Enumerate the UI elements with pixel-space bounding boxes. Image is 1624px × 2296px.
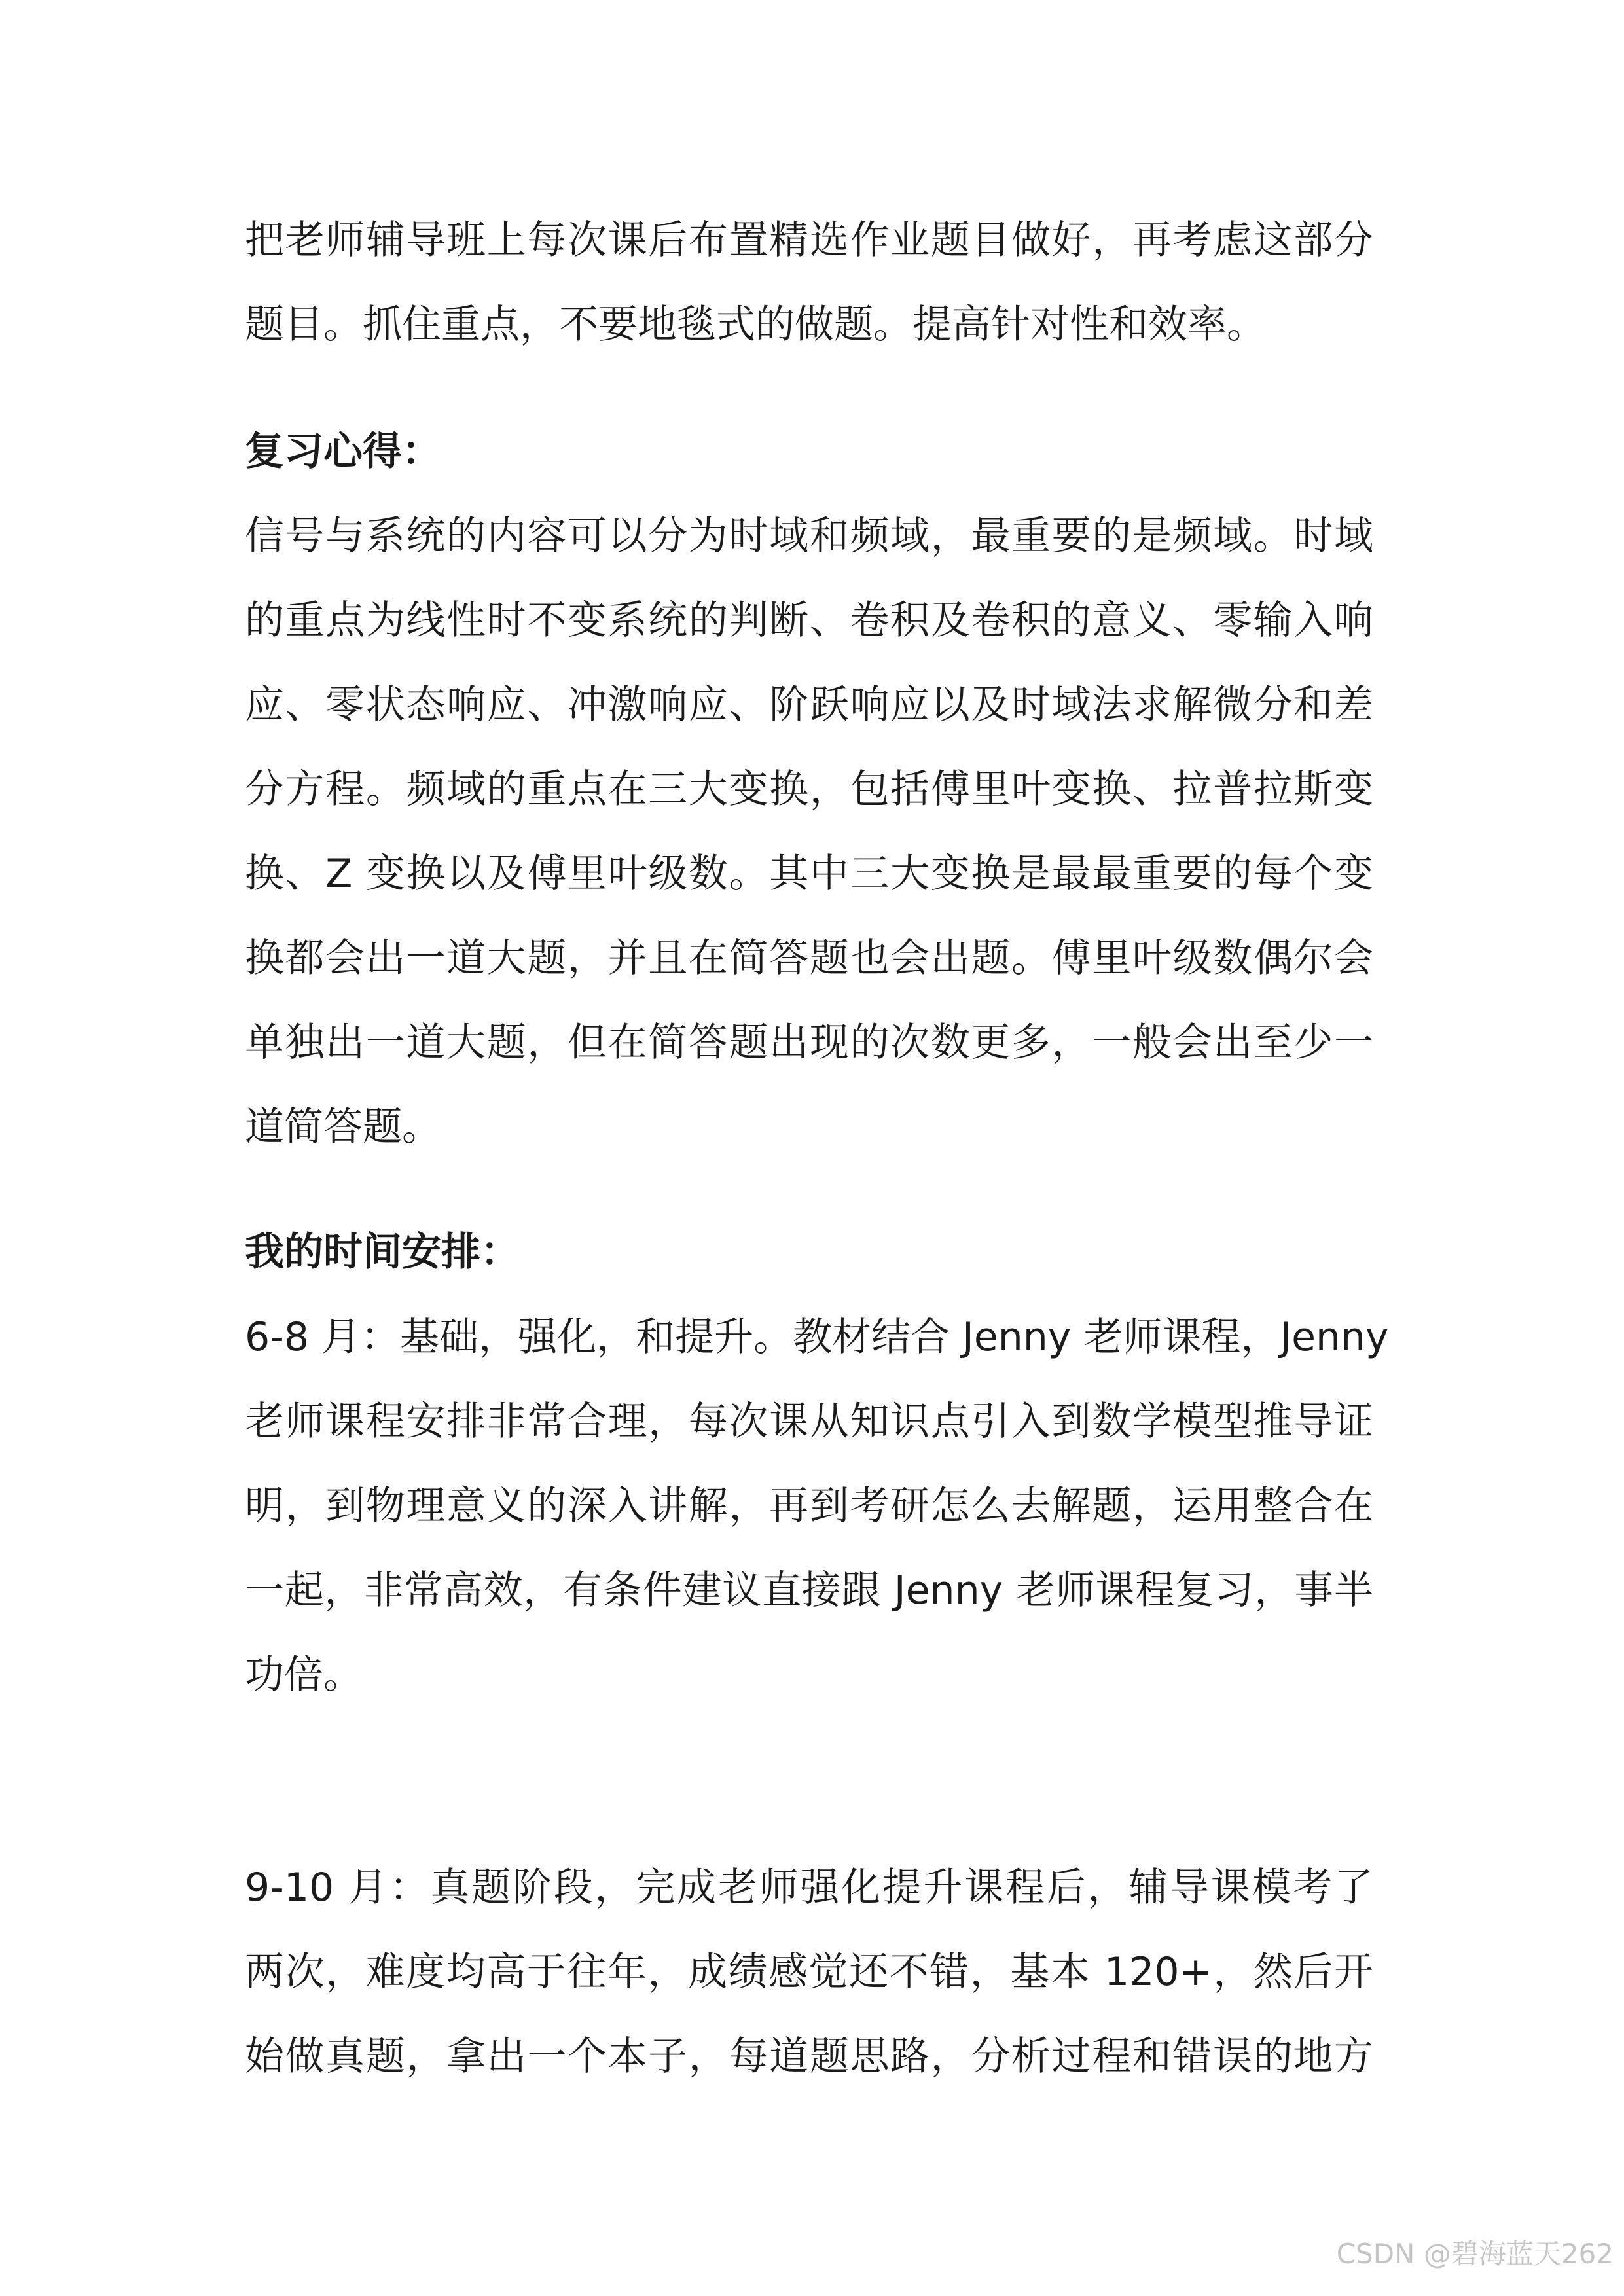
csdn-watermark: CSDN @碧海蓝天262 (1336, 2238, 1614, 2270)
intro-paragraph (245, 198, 1373, 367)
schedule-autumn-paragraph (245, 1846, 1373, 2099)
schedule-section-heading (245, 1210, 1373, 1295)
section-heading: 我的时间安排： (245, 1229, 520, 1275)
text-line: 6-8 月：基础，强化，和提升。教材结合 Jenny 老师课程，Jenny (245, 1314, 1389, 1360)
text-line: 换、Z 变换以及傅里叶级数。其中三大变换是最最重要的每个变 (245, 851, 1373, 897)
text-line: 题目。抓住重点，不要地毯式的做题。提高针对性和效率。 (245, 302, 1266, 348)
text-line: 明，到物理意义的深入讲解，再到考研怎么去解题，运用整合在 (245, 1483, 1373, 1529)
text-line: 功倍。 (245, 1652, 363, 1698)
text-line: 始做真题，拿出一个本子，每道题思路，分析过程和错误的地方 (245, 2034, 1373, 2079)
text-line: 把老师辅导班上每次课后布置精选作业题目做好，再考虑这部分 (245, 217, 1373, 263)
text-line: 换都会出一道大题，并且在简答题也会出题。傅里叶级数偶尔会 (245, 935, 1373, 981)
text-line: 应、零状态响应、冲激响应、阶跃响应以及时域法求解微分和差 (245, 682, 1373, 728)
text-line: 一起，非常高效，有条件建议直接跟 Jenny 老师课程复习，事半 (245, 1568, 1373, 1613)
review-section-heading (245, 410, 1373, 494)
text-line: 分方程。频域的重点在三大变换，包括傅里叶变换、拉普拉斯变 (245, 766, 1373, 812)
review-paragraph (245, 494, 1373, 1170)
text-line: 道简答题。 (245, 1104, 441, 1150)
text-line: 的重点为线性时不变系统的判断、卷积及卷积的意义、零输入响 (245, 598, 1373, 643)
section-heading: 复习心得： (245, 429, 441, 475)
text-line: 9-10 月：真题阶段，完成老师强化提升课程后，辅导课模考了 (245, 1865, 1373, 1910)
text-line: 老师课程安排非常合理，每次课从知识点引入到数学模型推导证 (245, 1399, 1373, 1444)
text-line: 信号与系统的内容可以分为时域和频域，最重要的是频域。时域 (245, 513, 1373, 559)
text-line: 两次，难度均高于往年，成绩感觉还不错，基本 120+，然后开 (245, 1949, 1373, 1995)
schedule-summer-paragraph (245, 1295, 1389, 1717)
text-line: 单独出一道大题，但在简答题出现的次数更多，一般会出至少一 (245, 1020, 1373, 1066)
